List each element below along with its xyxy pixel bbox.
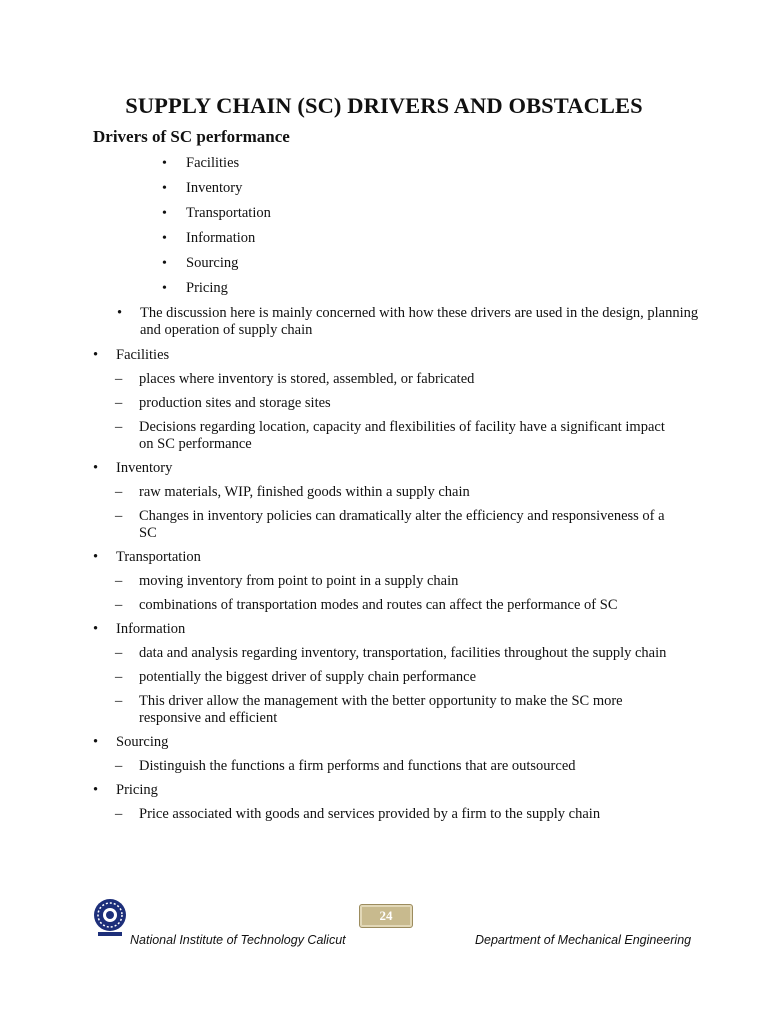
section-facilities: [93, 347, 693, 453]
item-text: combinations of transportation modes and routes can affect the performance of SC: [139, 597, 618, 613]
list-item: [93, 419, 669, 453]
page-title: SUPPLY CHAIN (SC) DRIVERS AND OBSTACLES: [125, 93, 643, 118]
section-head: Inventory: [116, 460, 173, 476]
bullet-icon: •: [93, 734, 99, 750]
dash-icon: –: [115, 573, 123, 589]
list-item: • Transportation: [162, 205, 271, 230]
list-item: [93, 484, 669, 501]
section-sourcing: [93, 734, 693, 775]
bullet-icon: •: [93, 782, 99, 798]
dash-icon: –: [115, 371, 123, 387]
list-item: [93, 347, 693, 371]
dash-icon: –: [115, 806, 123, 822]
item-text: places where inventory is stored, assembled, or fabricated: [139, 371, 475, 387]
section-transportation: [93, 549, 693, 614]
list-item: [93, 395, 669, 412]
dash-icon: –: [115, 758, 123, 774]
list-item: [93, 573, 669, 590]
section-head: Facilities: [116, 347, 170, 363]
dash-icon: –: [115, 395, 123, 411]
list-item: • Facilities: [162, 155, 271, 180]
page-number: 24: [359, 904, 413, 928]
list-item: • Sourcing: [162, 255, 271, 280]
list-item: [93, 806, 669, 823]
item-text: Changes in inventory policies can dramatically alter the efficiency and responsiveness of a SC: [139, 508, 665, 541]
bullet-icon: •: [117, 305, 123, 321]
dash-icon: –: [115, 645, 123, 661]
driver-details: [93, 347, 693, 830]
list-item: [93, 460, 693, 484]
bullet-icon: •: [93, 621, 99, 637]
discussion-note: [117, 305, 700, 339]
item-text: moving inventory from point to point in a supply chain: [139, 573, 459, 589]
section-head: Pricing: [116, 782, 158, 798]
section-head: Sourcing: [116, 734, 169, 750]
footer-department: Department of Mechanical Engineering: [475, 933, 692, 947]
section-head: Transportation: [116, 549, 201, 565]
item-text: This driver allow the management with the better opportunity to make the SC more responsive and efficient: [139, 693, 623, 726]
item-text: raw materials, WIP, finished goods within a supply chain: [139, 484, 470, 500]
item-text: data and analysis regarding inventory, transportation, facilities throughout the supply chain: [139, 645, 667, 661]
item-text: Decisions regarding location, capacity and flexibilities of facility have a significant impact on SC performance: [139, 419, 665, 452]
dash-icon: –: [115, 484, 123, 500]
dash-icon: –: [115, 419, 123, 435]
list-item: [93, 597, 669, 614]
bullet-icon: •: [93, 549, 99, 565]
drivers-list: [162, 155, 271, 305]
list-item: [93, 782, 693, 806]
dash-icon: –: [115, 508, 123, 524]
section-inventory: [93, 460, 693, 542]
item-text: production sites and storage sites: [139, 395, 331, 411]
list-item: • Information: [162, 230, 271, 255]
list-item: [93, 371, 669, 388]
section-information: [93, 621, 693, 727]
list-item: [93, 508, 669, 542]
list-item: • Pricing: [162, 280, 271, 305]
dash-icon: –: [115, 669, 123, 685]
dash-icon: –: [115, 693, 123, 709]
bullet-icon: •: [93, 347, 99, 363]
section-subtitle: Drivers of SC performance: [93, 127, 290, 146]
item-text: Distinguish the functions a firm performs and functions that are outsourced: [139, 758, 576, 774]
list-item: [93, 734, 693, 758]
dash-icon: –: [115, 597, 123, 613]
item-text: potentially the biggest driver of supply chain performance: [139, 669, 477, 685]
list-item: [93, 669, 669, 686]
list-item: [93, 693, 669, 727]
section-head: Information: [116, 621, 186, 637]
list-item: [93, 758, 669, 775]
list-item: • Inventory: [162, 180, 271, 205]
bullet-icon: •: [93, 460, 99, 476]
item-text: Price associated with goods and services provided by a firm to the supply chain: [139, 806, 601, 822]
institute-emblem-icon: [92, 898, 128, 938]
list-item: [93, 549, 693, 573]
footer-institute: National Institute of Technology Calicut: [130, 933, 346, 947]
section-pricing: [93, 782, 693, 823]
list-item: [93, 621, 693, 645]
list-item: [93, 645, 669, 662]
note-text: The discussion here is mainly concerned with how these drivers are used in the design, planning and operation of supply chain: [140, 305, 699, 338]
